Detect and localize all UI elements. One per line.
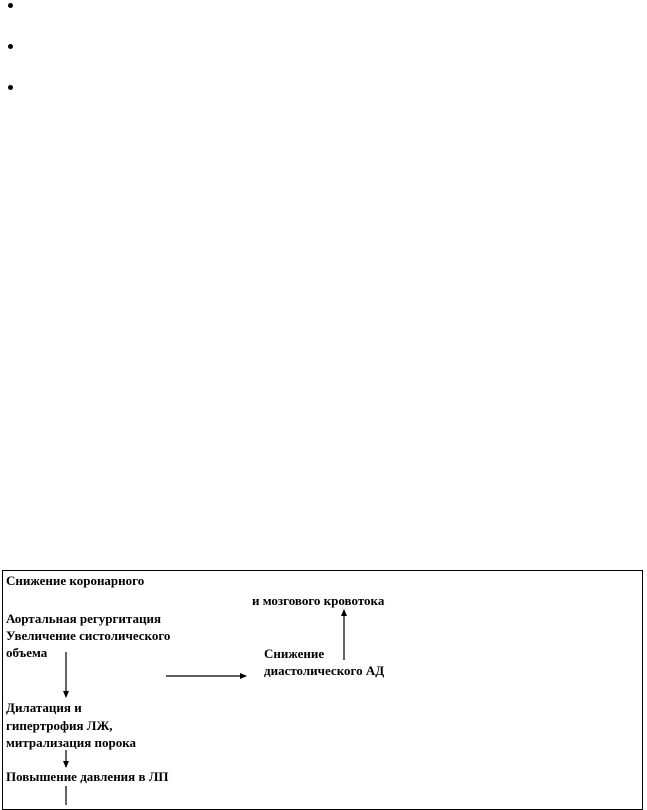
node-dilatation-line1: Дилатация и (6, 700, 82, 715)
bullet-3 (8, 85, 13, 90)
bullet-2 (8, 44, 13, 49)
node-diastolic-bp-line2: диастолического АД (264, 663, 385, 678)
node-systolic-volume-line2: объема (6, 645, 48, 660)
node-dilatation-line3: митрализация порока (6, 735, 137, 750)
node-dilatation-line2: гипертрофия ЛЖ, (6, 718, 113, 733)
node-coronary-decrease: Снижение коронарного (6, 573, 145, 588)
node-diastolic-bp-line1: Снижение (264, 646, 325, 661)
node-systolic-volume-line1: Увеличение систолического (6, 628, 171, 643)
bullet-1 (8, 3, 13, 8)
node-cerebral-decrease: и мозгового кровотока (252, 593, 385, 608)
node-lp-pressure: Повышение давления в ЛП (6, 769, 169, 784)
node-aortic-regurgitation: Аортальная регургитация (6, 611, 161, 626)
